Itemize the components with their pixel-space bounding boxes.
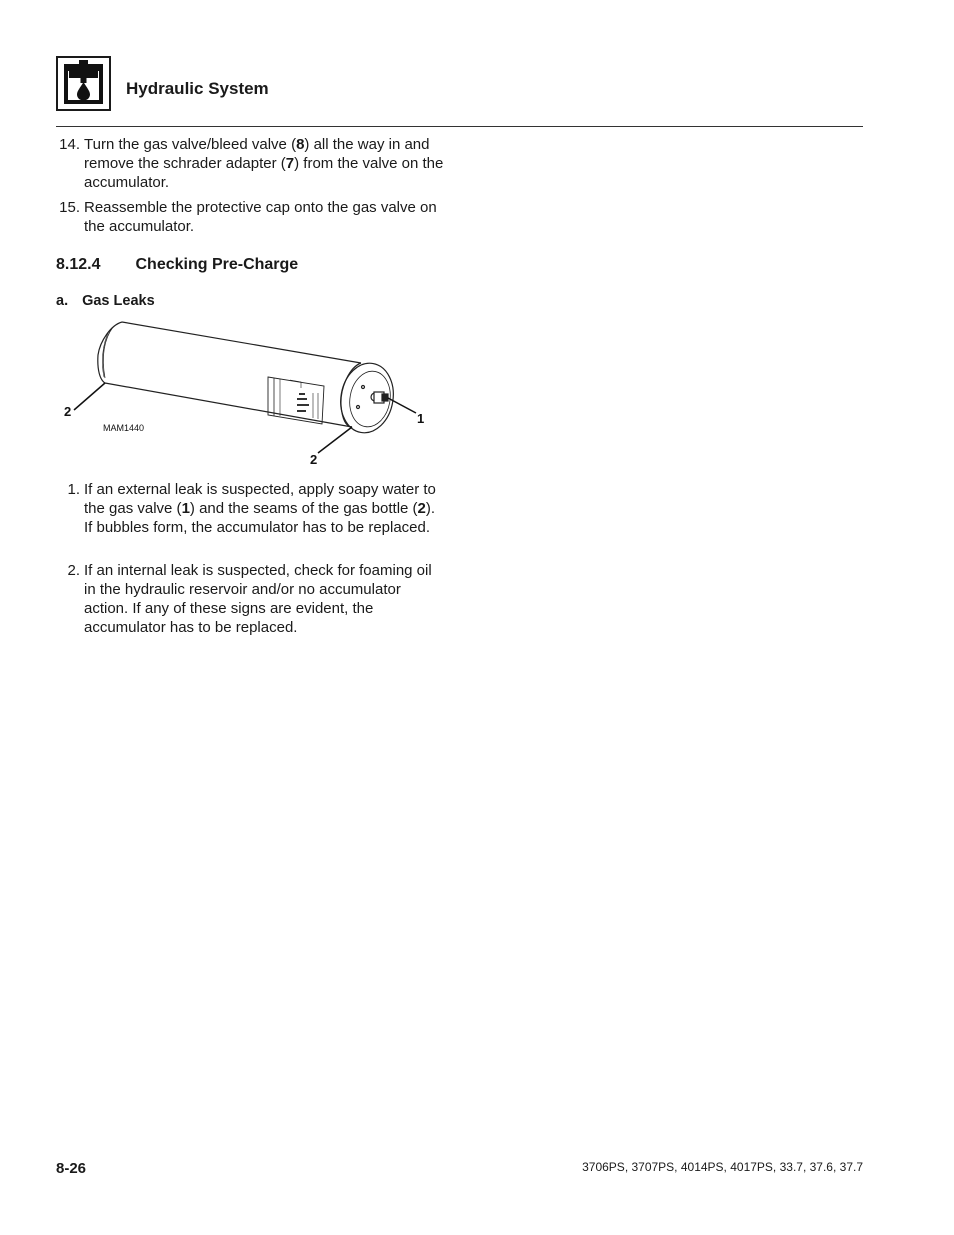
figure-code: MAM1440 <box>103 423 145 433</box>
step-text: Turn the gas valve/bleed valve (8) all the way in and remove the schrader adapter (7) from the valve on the accumulator. <box>84 136 444 191</box>
step-number: 15. <box>59 199 80 216</box>
section-heading-title: Checking Pre-Charge <box>135 256 299 273</box>
callout-seam-left: 2 <box>64 404 72 419</box>
hydraulic-oil-drop-icon <box>56 56 111 111</box>
header-divider <box>56 126 863 127</box>
step-number: 14. <box>59 136 80 153</box>
subsection-title: Gas Leaks <box>82 293 155 309</box>
callout-gas-valve: 1 <box>417 411 425 426</box>
accumulator-figure <box>56 315 451 470</box>
accumulator-illustration <box>56 315 451 470</box>
section-title: Hydraulic System <box>126 79 269 98</box>
subsection-label: a. <box>56 293 69 309</box>
section-heading <box>56 255 298 274</box>
step-text: Reassemble the protective cap onto the gas valve on the accumulator. <box>84 199 437 235</box>
step-text: If an internal leak is suspected, check for foaming oil in the hydraulic reservoir and/or no accumulator action. If any of these signs are evident, the accumulator has to be replaced. <box>84 562 432 636</box>
step-number: 1. <box>67 481 80 498</box>
section-number: 8.12.4 <box>56 256 101 273</box>
page-number: 8-26 <box>56 1160 87 1177</box>
step-text: If an external leak is suspected, apply soapy water to the gas valve (1) and the seams of the gas bottle (2). If bubbles form, the accumulator has to be replaced. <box>84 481 436 536</box>
step-number: 2. <box>67 562 80 579</box>
callout-seam-right: 2 <box>310 452 318 467</box>
model-list: 3706PS, 3707PS, 4014PS, 4017PS, 33.7, 37.6, 37.7 <box>582 1160 863 1174</box>
subsection-heading <box>56 292 155 311</box>
